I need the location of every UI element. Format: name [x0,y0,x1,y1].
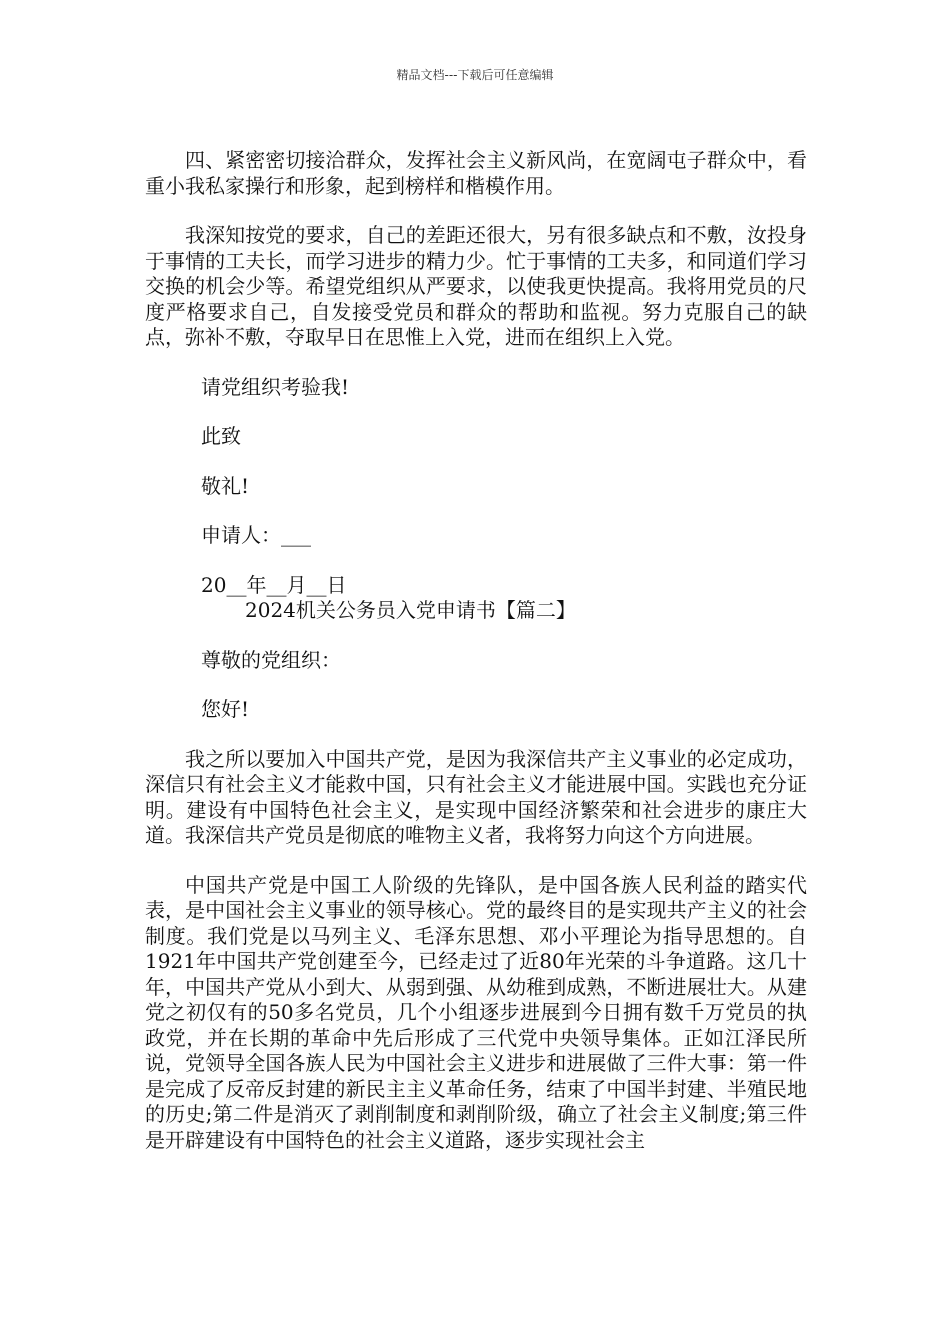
section-title: 2024机关公务员入党申请书【篇二】 [245,598,576,622]
paragraph-motivation: 我之所以要加入中国共产党，是因为我深信共产主义事业的必定成功，深信只有社会主义才能救中国，只有社会主义才能进展中国。实践也充分证明。建设有中国特色社会主义，是实现中国经济繁荣和社会进步的康庄大道。我深信共产党员是彻底的唯物主义者，我将努力向这个方向进展。 [145,746,807,847]
page-header: 精品文档---下载后可任意编辑 [396,68,554,82]
salutation-jingli: 敬礼! [201,473,250,498]
closing-request: 请党组织考验我! [201,374,350,399]
paragraph-self-assessment: 我深知按党的要求，自己的差距还很大，另有很多缺点和不敷，汝投身于事情的工夫长，而学习进步的精力少。忙于事情的工夫多，和同道们学习交换的机会少等。希望党组织从严要求，以使我更快提高。我将用党员的尺度严格要求自己，自发接受党员和群众的帮助和监视。努力克服自己的缺点，弥补不敷，夺取早日在思惟上入党，进而在组织上入党。 [145,223,807,349]
salutation-cizhi: 此致 [201,424,241,448]
greeting-hello: 您好! [201,697,250,721]
paragraph-point-four: 四、紧密密切接洽群众，发挥社会主义新风尚，在宽阔屯子群众中，看重小我私家操行和形象，起到榜样和楷模作用。 [145,148,807,198]
applicant-line: 申请人：___ [201,523,311,547]
paragraph-party-history: 中国共产党是中国工人阶级的先锋队，是中国各族人民利益的踏实代表，是中国社会主义事业的领导核心。党的最终目的是实现共产主义的社会制度。我们党是以马列主义、毛泽东思想、邓小平理论为指导思想的。自1921年中国共产党创建至今，已经走过了近80年光荣的斗争道路。这几十年，中国共产党从小到大、从弱到强、从幼稚到成熟，不断进展壮大。从建党之初仅有的50多名党员，几个小组逐步进展到今日拥有数千万党员的执政党，并在长期的革命中先后形成了三代党中央领导集体。正如江泽民所说，党领导全国各族人民为中国社会主义进步和进展做了三件大事：第一件是完成了反帝反封建的新民主主义革命任务，结束了中国半封建、半殖民地的历史;第二件是消灭了剥削制度和剥削阶级，确立了社会主义制度;第三件是开辟建设有中国特色的社会主义道路，逐步实现社会主 [145,872,807,1152]
document-body [145,148,807,1177]
date-line: 20__年__月__日 [201,572,347,597]
greeting-addressee: 尊敬的党组织： [201,647,341,672]
